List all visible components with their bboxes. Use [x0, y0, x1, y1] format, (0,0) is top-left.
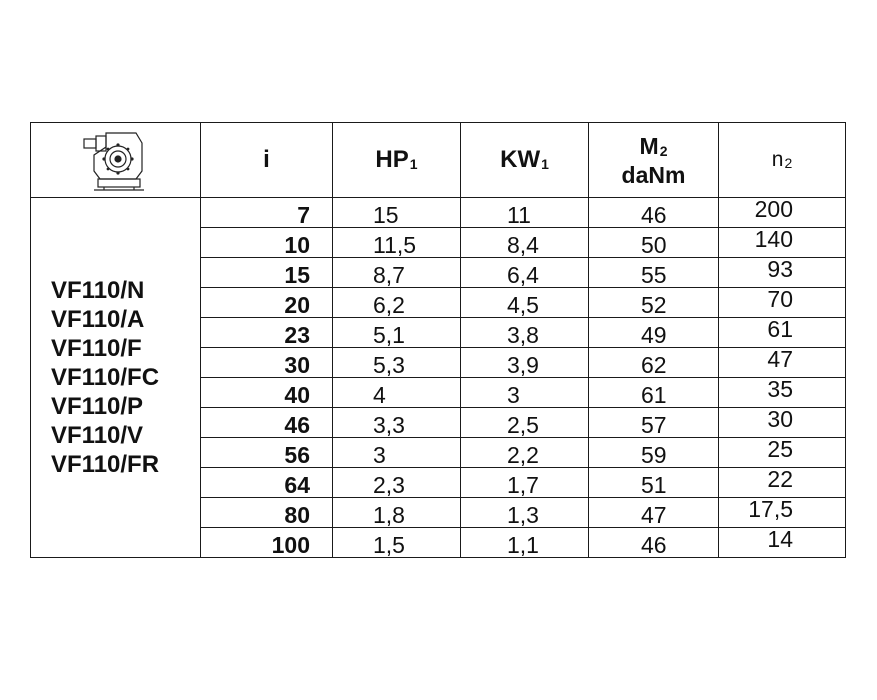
gear-reducer-icon: [80, 127, 152, 193]
kw-cell: 3: [461, 378, 589, 408]
hp-cell: 11,5: [333, 228, 461, 258]
kw-cell: 8,4: [461, 228, 589, 258]
torque-cell: 50: [589, 228, 719, 258]
gear-reducer-spec-table: [30, 122, 846, 558]
torque-cell: 62: [589, 348, 719, 378]
hp-cell: 15: [333, 198, 461, 228]
ratio-cell: 30: [201, 348, 333, 378]
model-list-cell: [31, 198, 201, 558]
torque-cell: 59: [589, 438, 719, 468]
hp-cell: 1,8: [333, 498, 461, 528]
table-row: [31, 198, 846, 228]
output-speed-cell: 200: [719, 198, 846, 228]
output-speed-cell: 17,5: [719, 498, 846, 528]
model-name: VF110/P: [51, 393, 144, 420]
ratio-cell: 23: [201, 318, 333, 348]
n2-subscript: 2: [784, 155, 793, 171]
hp-cell: 5,1: [333, 318, 461, 348]
model-name: VF110/A: [51, 306, 145, 333]
output-speed-cell: 47: [719, 348, 846, 378]
torque-cell: 52: [589, 288, 719, 318]
output-speed-cell: 35: [719, 378, 846, 408]
header-row: [31, 123, 846, 198]
kw-cell: 2,2: [461, 438, 589, 468]
kw-subscript: 1: [541, 156, 549, 172]
model-name: VF110/N: [51, 277, 145, 304]
hp-cell: 4: [333, 378, 461, 408]
ratio-cell: 15: [201, 258, 333, 288]
ratio-cell: 20: [201, 288, 333, 318]
kw-cell: 1,1: [461, 528, 589, 558]
torque-cell: 55: [589, 258, 719, 288]
torque-unit: daNm: [621, 161, 686, 188]
model-name: VF110/FR: [51, 451, 160, 478]
kw-cell: 3,8: [461, 318, 589, 348]
hp-cell: 2,3: [333, 468, 461, 498]
ratio-cell: 7: [201, 198, 333, 228]
output-speed-cell: 61: [719, 318, 846, 348]
ratio-cell: 10: [201, 228, 333, 258]
icon-header-cell: [31, 123, 201, 198]
hp-cell: 8,7: [333, 258, 461, 288]
output-speed-cell: 93: [719, 258, 846, 288]
torque-cell: 46: [589, 198, 719, 228]
ratio-cell: 40: [201, 378, 333, 408]
hp-cell: 3: [333, 438, 461, 468]
spec-body: [31, 198, 846, 558]
ratio-cell: 46: [201, 408, 333, 438]
torque-cell: 47: [589, 498, 719, 528]
output-speed-cell: 70: [719, 288, 846, 318]
hp-header: HP1: [333, 123, 461, 198]
hp-cell: 3,3: [333, 408, 461, 438]
kw-cell: 6,4: [461, 258, 589, 288]
model-name: VF110/V: [51, 422, 144, 449]
model-name: VF110/F: [51, 335, 142, 362]
ratio-cell: 80: [201, 498, 333, 528]
ratio-cell: 56: [201, 438, 333, 468]
ratio-cell: 64: [201, 468, 333, 498]
output-speed-cell: 140: [719, 228, 846, 258]
output-speed-cell: 30: [719, 408, 846, 438]
torque-header: M2 daNm: [589, 123, 719, 198]
ratio-header: i: [201, 123, 333, 198]
torque-cell: 57: [589, 408, 719, 438]
model-name: VF110/FC: [51, 364, 160, 391]
ratio-cell: 100: [201, 528, 333, 558]
hp-subscript: 1: [409, 156, 418, 172]
hp-cell: 1,5: [333, 528, 461, 558]
m2-subscript: 2: [659, 142, 668, 159]
hp-cell: 5,3: [333, 348, 461, 378]
kw-cell: 3,9: [461, 348, 589, 378]
kw-cell: 2,5: [461, 408, 589, 438]
kw-header: KW1: [461, 123, 589, 198]
torque-cell: 46: [589, 528, 719, 558]
torque-cell: 49: [589, 318, 719, 348]
output-speed-cell: 22: [719, 468, 846, 498]
kw-cell: 1,3: [461, 498, 589, 528]
kw-cell: 4,5: [461, 288, 589, 318]
kw-cell: 1,7: [461, 468, 589, 498]
output-speed-cell: 25: [719, 438, 846, 468]
spec-sheet: [30, 122, 845, 567]
torque-cell: 51: [589, 468, 719, 498]
kw-cell: 11: [461, 198, 589, 228]
hp-cell: 6,2: [333, 288, 461, 318]
output-speed-cell: 14: [719, 528, 846, 558]
torque-cell: 61: [589, 378, 719, 408]
output-speed-header: n2: [719, 123, 846, 198]
